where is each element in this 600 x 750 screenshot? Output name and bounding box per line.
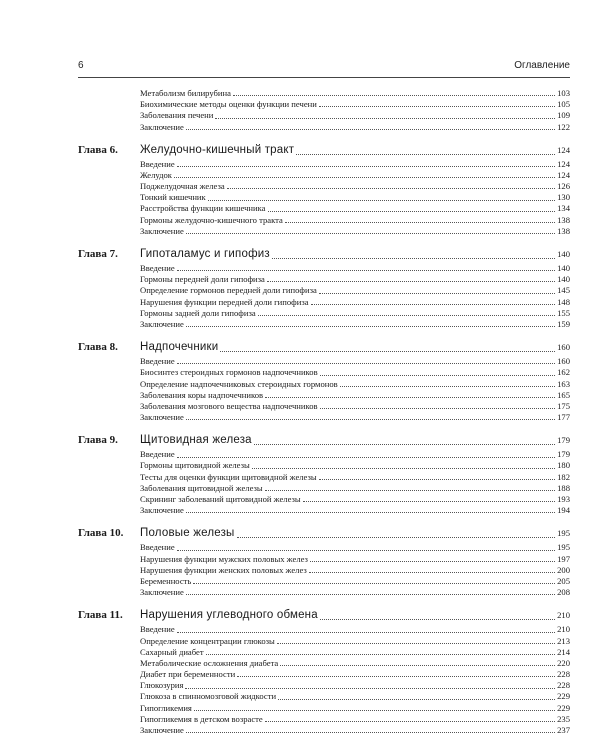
entry-page: 124 [557,158,570,169]
entry-page: 228 [557,669,570,680]
entry-page: 148 [557,296,570,307]
table-of-contents [78,88,570,736]
dot-leader [265,489,555,491]
dot-leader [277,642,555,644]
entry-title: Заключение [140,725,184,736]
toc-entry [78,226,570,237]
dot-leader [237,675,555,677]
chapter-label: Глава 11. [78,609,123,622]
entry-title: Введение [140,449,175,460]
entry-title: Гормоны щитовидной железы [140,460,250,471]
toc-entry [78,461,570,472]
chapter-title: Желудочно-кишечный тракт [140,143,295,156]
dot-leader [185,687,555,689]
chapter-heading [78,142,570,159]
chapter-title: Гипоталамус и гипофиз [140,248,270,261]
dot-leader [310,560,555,562]
dot-leader [303,500,555,502]
entry-page: 126 [557,181,570,192]
entry-title: Заключение [140,318,184,329]
entry-page: 140 [557,263,570,274]
chapter-page: 124 [557,144,570,155]
entry-page: 194 [557,505,570,516]
toc-entry [78,449,570,460]
dot-leader [186,418,555,420]
chapter-heading [78,246,570,263]
entry-title: Тесты для оценки функции щитовидной железы [140,471,317,482]
dot-leader [285,221,555,223]
entry-page: 179 [557,449,570,460]
toc-entry [78,367,570,378]
chapter-page: 140 [557,249,570,260]
entry-page: 208 [557,587,570,598]
toc-entry [78,680,570,691]
entry-title: Расстройства функции кишечника [140,203,266,214]
entry-page: 124 [557,169,570,180]
toc-entry [78,669,570,680]
entry-page: 155 [557,307,570,318]
toc-entry [78,122,570,133]
toc-entry [78,379,570,390]
dot-leader [309,571,555,573]
dot-leader [186,593,555,595]
entry-page: 182 [557,471,570,482]
entry-page: 134 [557,203,570,214]
entry-title: Тонкий кишечник [140,192,206,203]
toc-entry [78,297,570,308]
entry-title: Введение [140,624,175,635]
chapter-page: 160 [557,342,570,353]
toc-entry [78,285,570,296]
dot-leader [280,664,555,666]
dot-leader [177,269,555,271]
chapter-label: Глава 8. [78,341,118,354]
entry-title: Введение [140,263,175,274]
entry-page: 138 [557,214,570,225]
entry-page: 103 [557,87,570,98]
toc-entry [78,587,570,598]
toc-entry [78,159,570,170]
entry-title: Заболевания мозгового вещества надпочечников [140,400,318,411]
entry-title: Введение [140,158,175,169]
chapter-title: Нарушения углеводного обмена [140,609,318,622]
dot-leader [220,350,555,352]
chapter-page: 210 [557,610,570,621]
toc-entry [78,99,570,110]
chapter-label: Глава 6. [78,143,118,156]
chapter-page: 195 [557,528,570,539]
chapter-title: Надпочечники [140,341,219,354]
dot-leader [320,407,556,409]
entry-title: Беременность [140,575,192,586]
entry-title: Нарушения функции передней доли гипофиза [140,296,309,307]
toc-entry [78,472,570,483]
entry-page: 235 [557,713,570,724]
toc-entry [78,181,570,192]
chapter-heading [78,607,570,624]
dot-leader [237,536,556,538]
dot-leader [177,362,555,364]
dot-leader [319,478,555,480]
chapter-page: 179 [557,435,570,446]
toc-entry [78,703,570,714]
entry-page: 175 [557,400,570,411]
toc-entry [78,565,570,576]
dot-leader [319,292,555,294]
entry-title: Заболевания щитовидной железы [140,482,263,493]
toc-entry [78,319,570,330]
toc-entry [78,505,570,516]
dot-leader [177,165,555,167]
entry-title: Метаболизм билирубина [140,87,231,98]
dot-leader [177,456,555,458]
dot-leader [320,618,555,620]
dot-leader [278,698,555,700]
entry-page: 228 [557,680,570,691]
entry-title: Гипогликемия [140,702,192,713]
chapter-label: Глава 9. [78,434,118,447]
dot-leader [174,176,555,178]
dot-leader [272,257,555,259]
dot-leader [186,731,555,733]
toc-entry [78,658,570,669]
entry-page: 205 [557,575,570,586]
entry-page: 200 [557,564,570,575]
toc-entry [78,170,570,181]
dot-leader [215,117,555,119]
dot-leader [265,396,555,398]
entry-title: Скрининг заболеваний щитовидной железы [140,494,301,505]
chapter-heading [78,339,570,356]
toc-entry [78,483,570,494]
entry-page: 210 [557,624,570,635]
entry-title: Метаболические осложнения диабета [140,657,279,668]
entry-page: 122 [557,121,570,132]
entry-page: 105 [557,99,570,110]
toc-entry [78,263,570,274]
dot-leader [177,631,555,633]
entry-page: 229 [557,691,570,702]
toc-entry [78,390,570,401]
toc-entry [78,725,570,736]
entry-page: 109 [557,110,570,121]
toc-entry [78,554,570,565]
toc-entry [78,576,570,587]
entry-title: Определение надпочечниковых стероидных гормонов [140,378,338,389]
dot-leader [296,153,555,155]
entry-title: Поджелудочная железа [140,181,225,192]
entry-page: 229 [557,702,570,713]
toc-entry [78,542,570,553]
toc-entry [78,110,570,121]
entry-page: 145 [557,285,570,296]
entry-page: 162 [557,367,570,378]
entry-title: Гормоны передней доли гипофиза [140,274,265,285]
entry-title: Биосинтез стероидных гормонов надпочечников [140,367,318,378]
toc-entry [78,692,570,703]
dot-leader [268,210,556,212]
entry-page: 177 [557,412,570,423]
chapter-heading [78,432,570,449]
entry-title: Заключение [140,225,184,236]
dot-leader [186,232,555,234]
toc-entry [78,308,570,319]
toc-entry [78,215,570,226]
toc-entry [78,494,570,505]
toc-entry [78,274,570,285]
entry-page: 180 [557,460,570,471]
chapter-title: Половые железы [140,527,235,540]
dot-leader [186,511,555,513]
entry-title: Заключение [140,587,184,598]
entry-title: Введение [140,356,175,367]
entry-page: 140 [557,274,570,285]
entry-page: 197 [557,553,570,564]
toc-entry [78,714,570,725]
entry-title: Гипогликемия в детском возрасте [140,713,263,724]
entry-page: 220 [557,657,570,668]
chapter-heading [78,525,570,542]
entry-page: 138 [557,225,570,236]
dot-leader [186,325,555,327]
entry-title: Определение гормонов передней доли гипофиза [140,285,317,296]
dot-leader [320,374,555,376]
entry-title: Определение концентрации глюкозы [140,635,275,646]
dot-leader [194,709,555,711]
header-rule [78,77,570,78]
toc-entry [78,624,570,635]
chapter-label: Глава 7. [78,248,118,261]
dot-leader [319,105,555,107]
toc-entry [78,412,570,423]
dot-leader [186,128,555,130]
dot-leader [265,720,555,722]
dot-leader [233,94,555,96]
dot-leader [254,443,555,445]
toc-entry [78,192,570,203]
entry-page: 193 [557,494,570,505]
entry-title: Глюкозурия [140,680,184,691]
entry-title: Заболевания печени [140,110,214,121]
entry-title: Заключение [140,412,184,423]
dot-leader [193,582,555,584]
entry-title: Глюкоза в спинномозговой жидкости [140,691,277,702]
toc-entry [78,204,570,215]
entry-page: 214 [557,646,570,657]
dot-leader [177,549,555,551]
entry-title: Введение [140,542,175,553]
dot-leader [267,280,555,282]
entry-title: Заболевания коры надпочечников [140,389,264,400]
chapter-title: Щитовидная железа [140,434,252,447]
entry-page: 159 [557,318,570,329]
dot-leader [206,653,556,655]
running-title: Оглавление [514,60,570,71]
page-number: 6 [78,60,84,71]
toc-entry [78,636,570,647]
entry-page: 163 [557,378,570,389]
entry-title: Нарушения функции женских половых желез [140,564,307,575]
entry-page: 160 [557,356,570,367]
dot-leader [252,467,555,469]
entry-title: Сахарный диабет [140,646,204,657]
dot-leader [258,314,555,316]
entry-page: 213 [557,635,570,646]
toc-entry [78,356,570,367]
toc-entry [78,647,570,658]
dot-leader [227,187,555,189]
entry-title: Нарушения функции мужских половых желез [140,553,308,564]
entry-title: Гормоны задней доли гипофиза [140,307,256,318]
entry-page: 165 [557,389,570,400]
entry-title: Гормоны желудочно-кишечного тракта [140,214,283,225]
dot-leader [208,199,555,201]
toc-entry [78,401,570,412]
dot-leader [311,303,556,305]
entry-title: Заключение [140,505,184,516]
chapter-label: Глава 10. [78,527,124,540]
entry-title: Заключение [140,121,184,132]
entry-page: 130 [557,192,570,203]
entry-page: 195 [557,542,570,553]
dot-leader [340,385,555,387]
entry-page: 237 [557,725,570,736]
entry-page: 188 [557,482,570,493]
toc-entry [78,88,570,99]
entry-title: Биохимические методы оценки функции печени [140,99,317,110]
page-header [78,60,570,76]
entry-title: Диабет при беременности [140,669,236,680]
entry-title: Желудок [140,169,172,180]
